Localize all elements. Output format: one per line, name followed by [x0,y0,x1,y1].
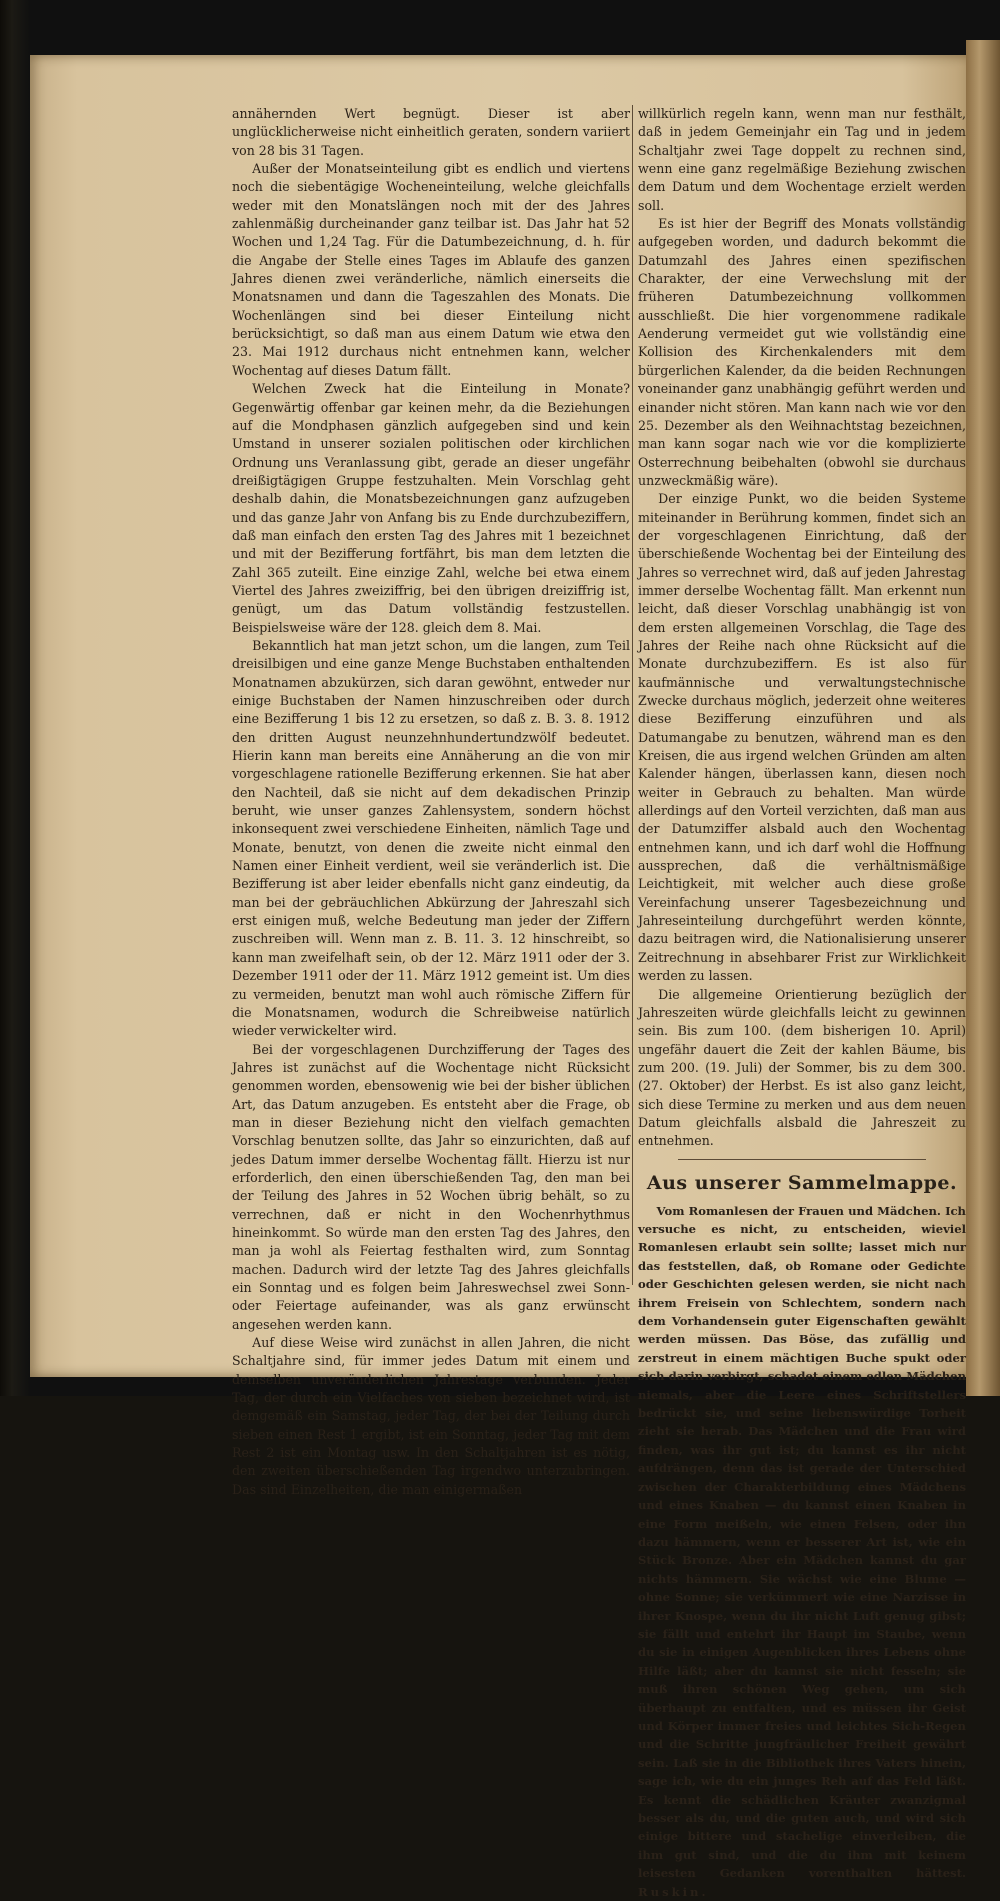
column-divider [632,105,633,1285]
right-text-column [638,105,966,1899]
paragraph: Der einzige Punkt, wo die beiden Systeme miteinander in Berührung kommen, findet sich an der vorgeschlagenen Einrichtung, daß der überschießende Wochentag bei der Einteilung des Jahres so verrechnet wird, daß auf jeden Jahrestag immer derselbe Wochentag fällt. Man erkennt nun leicht, daß dieser Vorschlag unabhängig ist von dem ersten allgemeinen Vorschlag, die Tage des Jahres der Reihe nach ohne Rücksicht auf die Monate durchzubeziffern. Es ist also für kaufmännische und verwaltungstechnische Zwecke durchaus möglich, jederzeit ohne weiteres diese Bezifferung einzuführen und als Datumangabe zu benutzen, während man es den Kreisen, die aus irgend welchen Gründen am alten Kalender hängen, überlassen kann, diesen noch weiter in Gebrauch zu behalten. Man würde allerdings auf den Vorteil verzichten, daß man aus der Datumziffer alsbald auch den Wochentag entnehmen kann, und ich darf wohl die Hoffnung aussprechen, daß die verhältnismäßige Leichtigkeit, mit welcher auch diese große Vereinfachung unserer Tagesbezeichnung und Jahreseinteilung durchgeführt werden könnte, dazu beitragen wird, die Nationalisierung unserer Zeitrechnung in absehbarer Frist zur Wirklichkeit werden zu lassen. [638,491,966,984]
paragraph: Es ist hier der Begriff des Monats vollständig aufgegeben worden, und dadurch bekommt die Datumzahl des Jahres einen spezifischen Charakter, der eine Verwechslung mit der früheren Datumbezeichnung vollkommen ausschließt. Die hier vorgenommene radikale Aenderung vermeidet gut wie vollständig eine Kollision des Kirchenkalenders mit dem bürgerlichen Kalender, da die beiden Rechnungen voneinander ganz unabhängig geführt werden und einander nicht stören. Man kann nach wie vor den 25. Dezember als den Weihnachtstag bezeichnen, man kann sogar nach wie vor die komplizierte Osterrechnung beibehalten (obwohl sie durchaus unzweckmäßig wäre). [638,216,966,488]
paragraph: annähernden Wert begnügt. Dieser ist aber unglücklicherweise nicht einheitlich geraten, sondern variiert von 28 bis 31 Tagen. [232,106,630,158]
next-page-edge [966,40,1000,1396]
excerpt-text: Vom Romanlesen der Frauen und Mädchen. Ich versuche es nicht, zu entscheiden, wieviel Romanlesen erlaubt sein sollte; lasset mich nur das feststellen, daß, ob Romane oder Gedichte oder Geschichten gelesen werden, sie nicht nach ihrem Freisein von Schlechtem, sondern nach dem Vorhandensein guter Eigenschaften gewählt werden müssen. Das Böse, das zufällig und zerstreut in einem mächtigen Buche spukt oder sich darin verbirgt, schadet einem edlen Mädchen niemals, aber die Leere eines Schriftstellers bedrückt sie, und seine liebenswürdige Torheit zieht sie herab. Das Mädchen und die Frau wird finden, was ihr gut ist; du kannst es ihr nicht aufdrängen, denn das ist gerade der Unterschied zwischen der Charakterbildung eines Mädchens und eines Knaben — du kannst einen Knaben in eine Form meißeln, wie einen Felsen, oder ihn dazu hämmern, wenn er besserer Art ist, wie ein Stück Bronze. Aber ein Mädchen kannst du gar nichts hämmern. Sie wächst wie eine Blume — ohne Sonne; sie verkümmert wie eine Narzisse in ihrer Knospe, wenn du ihr nicht Luft genug gibst; sie fällt und entehrt ihr Haupt im Staube, wenn du sie in einigen Augenblicken ihres Lebens ohne Hilfe läßt; aber du kannst sie nicht fesseln; sie muß ihren schönen Weg gehen, um sich überhaupt zu entfalten, und es müssen ihr Geist und Körper immer freies und leichtes Sich-Regen und die Schritte jungfräulicher Freiheit gewährt sein. Laß sie in die Bibliothek ihres Vaters hinein, sage ich, wie du ein junges Reh auf das Feld läßt. Es kennt die schädlichen Kräuter zwanzigmal besser als du, und die guten auch, und wird sich einige bittere und stachelige einverleiben, die ihm gut sind, und die du ihm mit keinem leisesten Gedanken vorenthalten hättest. [638,1203,966,1881]
excerpt-author: Ruskin. [638,1884,709,1899]
excerpt-paragraph [638,1202,966,1901]
paragraph: Die allgemeine Orientierung bezüglich der Jahreszeiten würde gleichfalls leicht zu gewinnen sein. Bis zum 100. (dem bisherigen 10. April) ungefähr dauert die Zeit der kahlen Bäume, bis zum 200. (19. Juli) der Sommer, bis zu dem 300. (27. Oktober) der Herbst. Es ist also ganz leicht, sich diese Termine zu merken und aus dem neuen Datum gleichfalls alsbald die Jahreszeit zu entnehmen. [638,986,966,1149]
paragraph: Welchen Zweck hat die Einteilung in Monate? Gegenwärtig offenbar gar keinen mehr, da die Beziehungen auf die Mondphasen gänzlich aufgegeben sind und kein Umstand in unserer sozialen politischen oder kirchlichen Ordnung uns Veranlassung gibt, gerade an dieser ungefähr dreißigtägigen Gruppe festzuhalten. Mein Vorschlag geht deshalb dahin, die Monatsbezeichnungen ganz aufzugeben und das ganze Jahr von Anfang bis zu Ende durchzubeziffern, daß man einfach den ersten Tag des Jahres mit 1 bezeichnet und mit der Bezifferung fortfährt, bis man dem letzten die Zahl 365 zuteilt. Eine einzige Zahl, welche bei etwa einem Viertel des Jahres zweiziffrig, bei den übrigen dreiziffrig ist, genügt, um das Datum vollständig festzustellen. Beispielsweise wäre der 128. gleich dem 8. Mai. [232,381,630,635]
paragraph: Bekanntlich hat man jetzt schon, um die langen, zum Teil dreisilbigen und eine ganze Menge Buchstaben enthaltenden Monatnamen abzukürzen, sich daran gewöhnt, entweder nur einige Buchstaben der Namen hinzuschreiben oder durch eine Bezifferung 1 bis 12 zu ersetzen, so daß z. B. 3. 8. 1912 den dritten August neunzehnhundertundzwölf bedeutet. Hierin kann man bereits eine Annäherung an die von mir vorgeschlagene rationelle Bezifferung erkennen. Sie hat aber den Nachteil, daß sie nicht auf dem dekadischen Prinzip beruht, wie unser ganzes Zahlensystem, sondern höchst inkonsequent zwei verschiedene Einheiten, nämlich Tage und Monate, benutzt, von denen die zweite nicht einmal den Namen einer Einheit verdient, weil sie veränderlich ist. Die Bezifferung ist aber leider ebenfalls nicht ganz eindeutig, da man bei der gebräuchlichen Abkürzung der Jahreszahl sich erst einigen muß, welche Bedeutung man jeder der Ziffern zuschreiben will. Wenn man z. B. 11. 3. 12 hinschreibt, so kann man zweifelhaft sein, ob der 12. März 1911 oder der 3. Dezember 1911 oder der 11. März 1912 gemeint ist. Um dies zu vermeiden, benutzt man wohl auch römische Ziffern für die Monatsnamen, wodurch die Schreibweise natürlich wieder verwickelter wird. [232,637,630,1039]
section-rule [678,1159,926,1160]
paragraph: Auf diese Weise wird zunächst in allen Jahren, die nicht Schaltjahre sind, für immer jedes Datum mit einem und demselben unveränderlichen Jahrestage verbunden. Jeder Tag, der durch ein Vielfaches von sieben bezeichnet wird, ist demgemäß ein Samstag, jeder Tag, der bei der Teilung durch sieben einen Rest 1 ergibt, ist ein Sonntag, jeder Tag mit dem Rest 2 ist ein Montag usw. In den Schaltjahren ist es nötig, den zweiten überschießenden Tag irgendwo unterzubringen. Das sind Einzelheiten, die man einigermaßen [232,1335,630,1497]
section-title: Aus unserer Sammelmappe. [646,1171,958,1194]
paragraph: Bei der vorgeschlagenen Durchzifferung der Tages des Jahres ist zunächst auf die Wochentage nicht Rücksicht genommen worden, ebensowenig wie bei der bisher üblichen Art, das Datum anzugeben. Es entsteht aber die Frage, ob man in dieser Beziehung nicht den vielfach gemachten Vorschlag benutzen sollte, das Jahr so einzurichten, daß auf jedes Datum immer derselbe Wochentag fällt. Hierzu ist nur erforderlich, den einen überschießenden Tag, den man bei der Teilung des Jahres in 52 Wochen übrig behält, so zu verrechnen, daß er nicht in den Wochenrhythmus hineinkommt. So würde man den ersten Tag des Jahres, den man ja wohl als Feiertag festhalten wird, zum Sonntag machen. Dadurch wird der letzte Tag des Jahres gleichfalls ein Sonntag und es folgen beim Jahreswechsel zwei Sonn- oder Feiertage aufeinander, was als ganz erwünscht angesehen werden kann. [232,1041,630,1332]
left-text-column [232,105,630,1499]
paragraph: willkürlich regeln kann, wenn man nur festhält, daß in jedem Gemeinjahr ein Tag und in jedem Schaltjahr zwei Tage doppelt zu rechnen sind, wenn eine ganz regelmäßige Beziehung zwischen dem Datum und dem Wochentage erzielt werden soll. [638,106,966,213]
paragraph: Außer der Monatseinteilung gibt es endlich und viertens noch die siebentägige Wocheneinteilung, welche gleichfalls weder mit den Monatslängen noch mit der des Jahres zahlenmäßig durcheinander ganz teilbar ist. Das Jahr hat 52 Wochen und 1,24 Tag. Für die Datumbezeichnung, d. h. für die Angabe der Stelle eines Tages im Ablaufe des ganzen Jahres dienen zwei veränderliche, nämlich einerseits die Monatsnamen und dann die Tageszahlen des Monats. Die Wochenlängen sind bei dieser Einteilung nicht berücksichtigt, so daß man aus einem Datum wie etwa den 23. Mai 1912 durchaus nicht entnehmen kann, welcher Wochentag auf dieses Datum fällt. [232,161,630,378]
